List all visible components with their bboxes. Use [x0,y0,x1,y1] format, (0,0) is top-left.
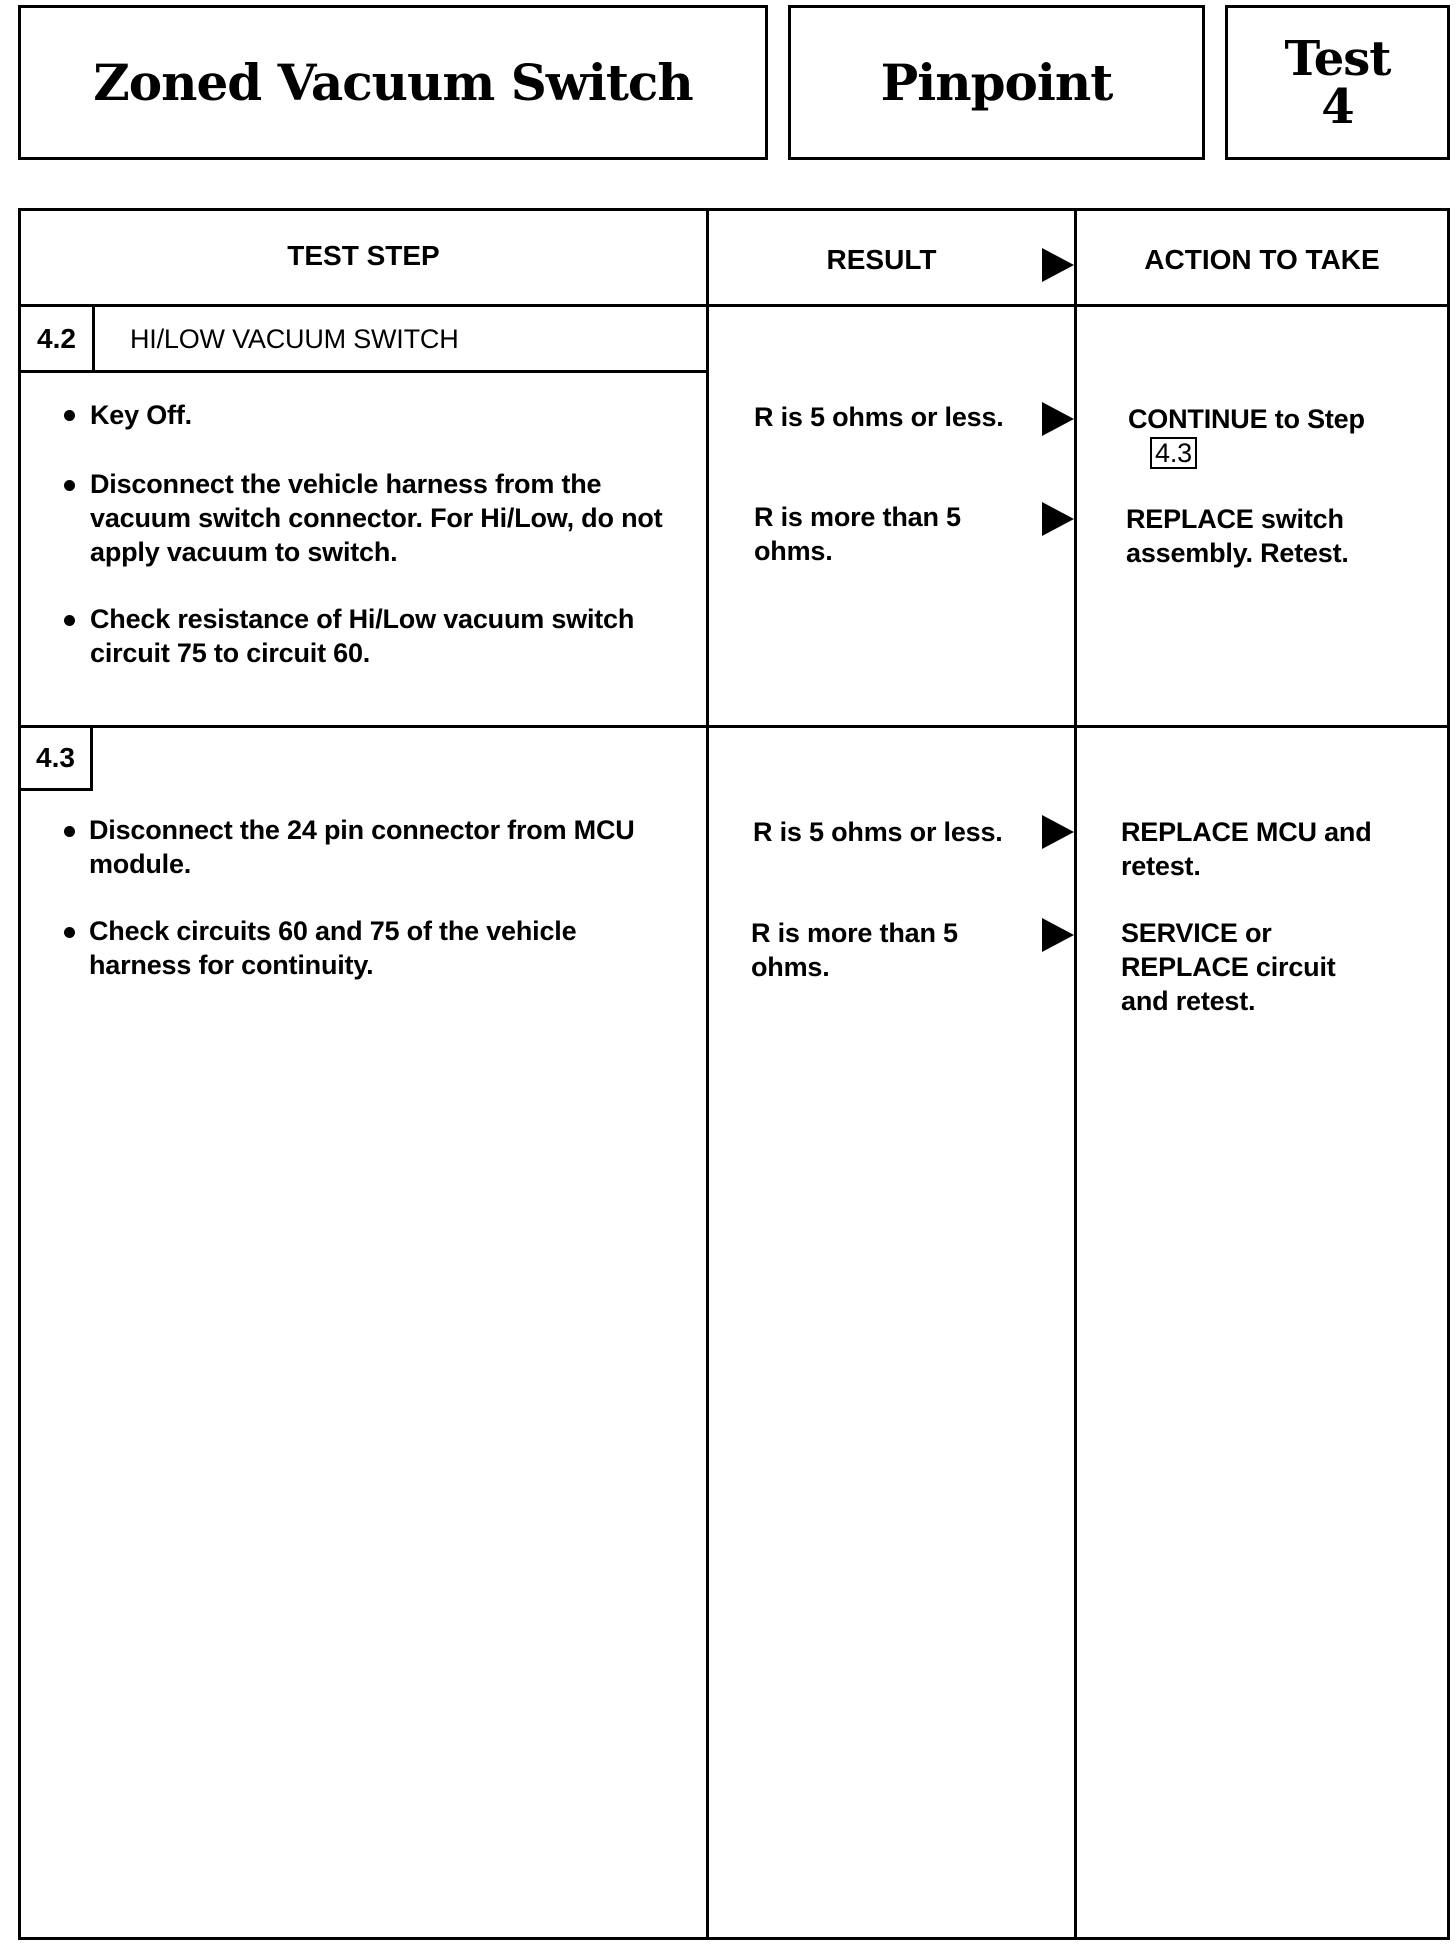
step-4-3-action-1: REPLACE MCU and retest. [1121,817,1372,881]
step-4-2-title: HI/LOW VACUUM SWITCH [130,324,459,354]
column-header-action: ACTION TO TAKE [1144,244,1380,275]
step-4-2-action-continue: CONTINUE to Step 4.3 [1128,404,1365,468]
bullet-icon [64,826,75,837]
step-4-2-bullet-2: Disconnect the vehicle harness from the vacuum switch connector. For Hi/Low, do not apply vacuum to switch. [90,469,663,567]
section-label-text: Pinpoint [880,52,1113,112]
step-4-3-bullet-1: Disconnect the 24 pin connector from MCU module. [89,815,635,879]
document-title [18,5,768,160]
step-4-3-result-2: R is more than 5 ohms. [751,918,958,982]
step-4-3-label-bottom [18,788,93,791]
result-arrow-icon [1042,918,1074,952]
result-arrow-icon [1042,402,1074,436]
step-row-divider [18,725,1450,728]
step-4-2-number: 4.2 [37,322,76,354]
column-divider-1 [706,208,709,1940]
bullet-icon [64,480,75,491]
step-4-2-bullet-3: Check resistance of Hi/Low vacuum switch circuit 75 to circuit 60. [90,604,635,668]
result-arrow-icon [1042,502,1074,536]
column-header-result: RESULT [826,244,937,275]
test-number-box [1225,5,1450,160]
bullet-icon [64,615,75,626]
test-label: Test [1284,30,1391,87]
column-header-test-step: TEST STEP [287,240,440,271]
test-number: 4 [1321,78,1354,135]
step-4-3-action-2: SERVICE or REPLACE circuit and retest. [1121,918,1336,1016]
step-4-2-result-2: R is more than 5 ohms. [754,502,961,566]
column-divider-2 [1074,208,1077,1940]
step-4-2-bullet-1: Key Off. [90,400,192,430]
step-4-3-label-right [90,725,93,790]
step-4-2-label-divider [92,304,95,372]
step-4-2-label-bottom [18,370,709,373]
result-arrow-icon [1042,248,1074,282]
step-4-2-result-1: R is 5 ohms or less. [754,402,1004,432]
result-arrow-icon [1042,815,1074,849]
document-title-text: Zoned Vacuum Switch [93,52,693,112]
step-4-3-result-1: R is 5 ohms or less. [753,817,1003,847]
step-4-3-bullet-2: Check circuits 60 and 75 of the vehicle harness for continuity. [89,916,577,980]
bullet-icon [64,927,75,938]
section-label [788,5,1205,160]
step-4-3-number: 4.3 [36,742,75,773]
bullet-icon [64,410,75,421]
step-4-2-action-replace: REPLACE switch assembly. Retest. [1126,504,1349,568]
step-reference-4-3: 4.3 [1150,437,1197,469]
